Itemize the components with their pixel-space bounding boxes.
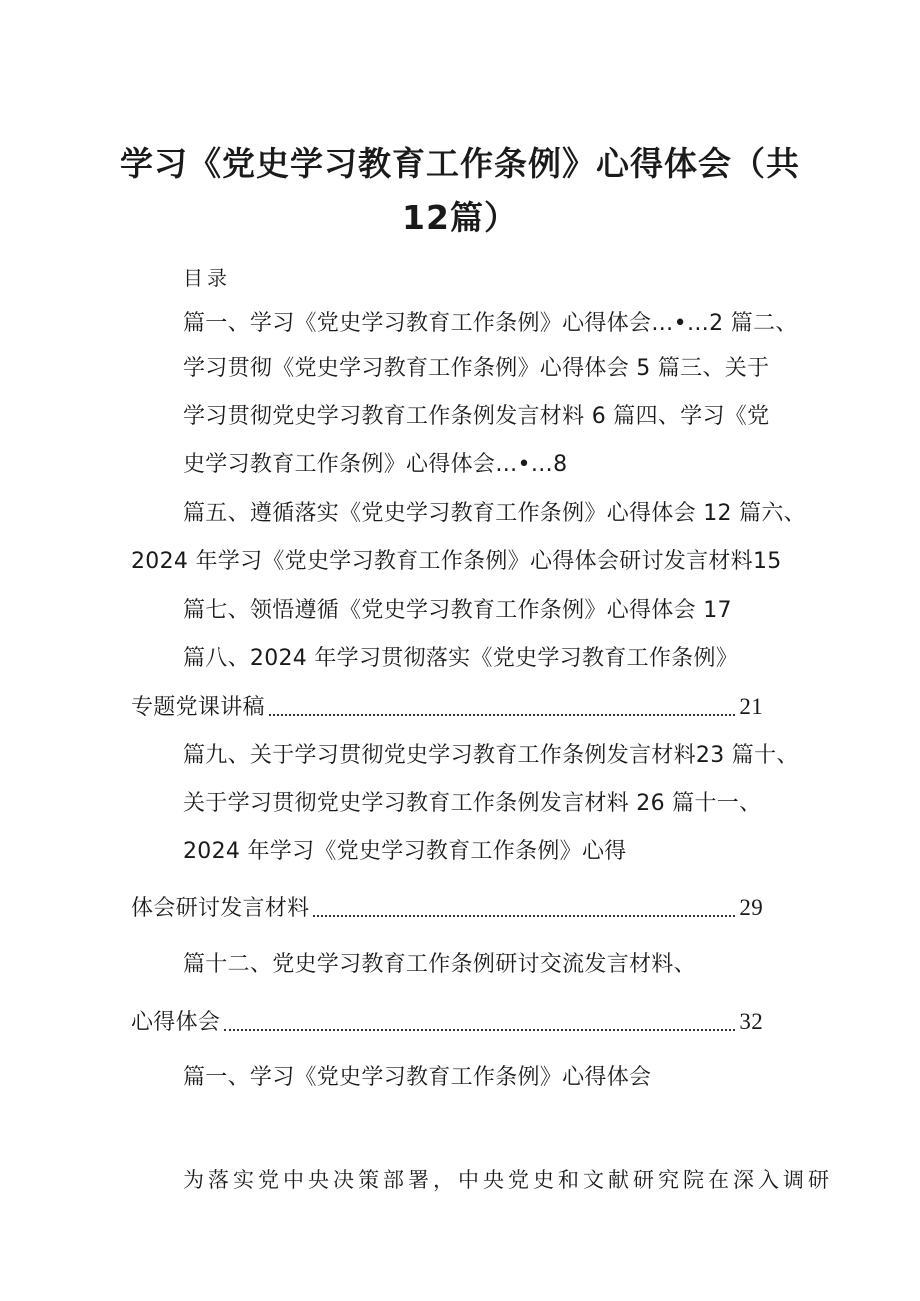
dot-leader (269, 713, 736, 716)
toc-entry-text: 体会研讨发言材料 (131, 896, 310, 921)
toc-line: 篇九、关于学习贯彻党史学习教育工作条例发言材料23 篇十、 (183, 743, 799, 768)
toc-page-number: 21 (739, 694, 763, 719)
toc-entry-dotted (131, 692, 763, 722)
dot-leader (224, 1028, 735, 1031)
body-paragraph: 为落实党中央决策部署，中央党史和文献研究院在深入调研 (183, 1168, 833, 1192)
toc-heading: 目录 (183, 266, 231, 290)
dot-leader (313, 914, 735, 917)
toc-line: 篇七、领悟遵循《党史学习教育工作条例》心得体会 17 (183, 598, 732, 623)
toc-entry-dotted (131, 1007, 763, 1037)
toc-line: 关于学习贯彻党史学习教育工作条例发言材料 26 篇十一、 (183, 791, 762, 816)
toc-line: 篇一、学习《党史学习教育工作条例》心得体会…•…2 篇二、 (183, 311, 798, 336)
document-title-line-1: 学习《党史学习教育工作条例》心得体会（共 (120, 144, 800, 183)
toc-entry-text: 专题党课讲稿 (131, 695, 265, 720)
toc-line: 2024 年学习《党史学习教育工作条例》心得 (183, 839, 627, 864)
section-heading: 篇一、学习《党史学习教育工作条例》心得体会 (183, 1065, 652, 1090)
toc-line: 篇十二、党史学习教育工作条例研讨交流发言材料、 (183, 952, 696, 977)
toc-line: 学习贯彻党史学习教育工作条例发言材料 6 篇四、学习《党 (183, 404, 770, 429)
toc-line: 2024 年学习《党史学习教育工作条例》心得体会研讨发言材料15 (131, 549, 782, 574)
toc-line: 篇八、2024 年学习贯彻落实《党史学习教育工作条例》 (183, 646, 739, 671)
toc-entry-dotted (131, 893, 763, 923)
toc-page-number: 32 (739, 1009, 763, 1034)
toc-line: 学习贯彻《党史学习教育工作条例》心得体会 5 篇三、关于 (183, 356, 770, 381)
toc-line: 篇五、遵循落实《党史学习教育工作条例》心得体会 12 篇六、 (183, 501, 806, 526)
toc-line: 史学习教育工作条例》心得体会…•…8 (183, 452, 568, 477)
document-title-line-2: 12篇） (402, 198, 518, 237)
toc-page-number: 29 (739, 895, 763, 920)
toc-entry-text: 心得体会 (131, 1010, 221, 1035)
